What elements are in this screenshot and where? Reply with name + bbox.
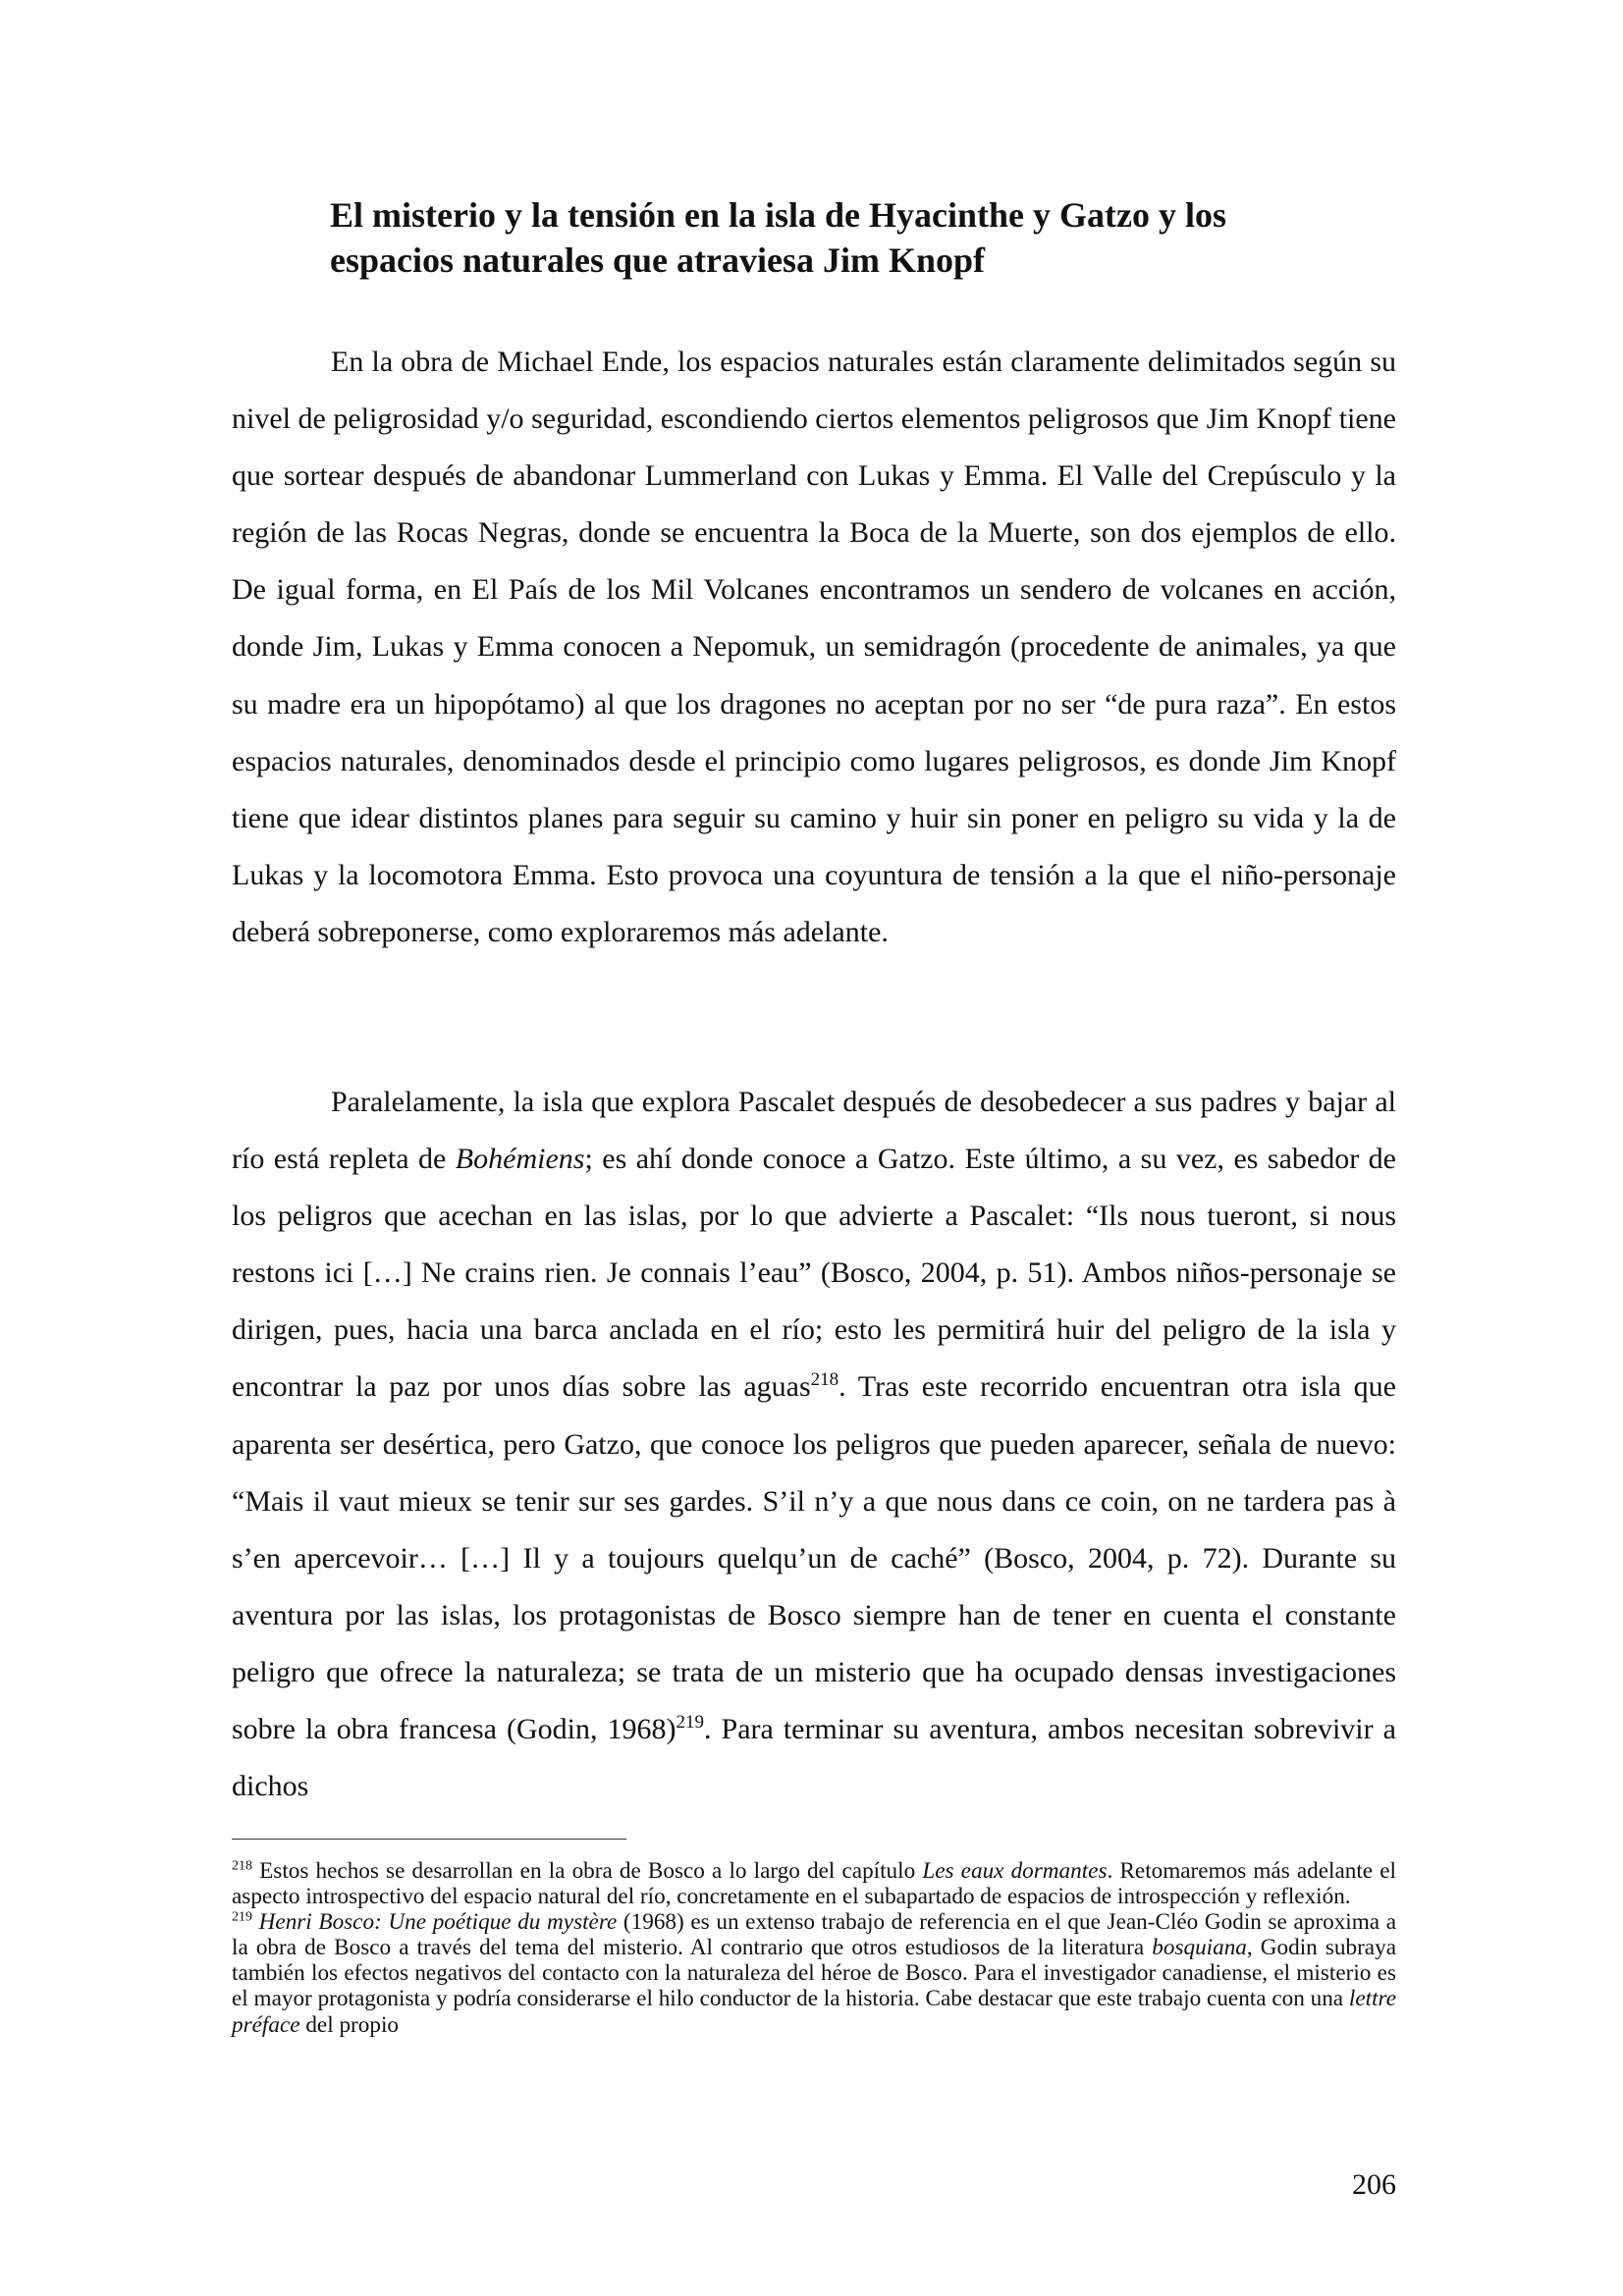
footnote-number-218: 218 [232,1858,252,1874]
footnote-219-text-a: (1968) es un extenso trabajo de referencia en el que Jean-Cléo Godin se aproxima a la obra de Bosco a través del tema del misterio. Al contrario que otros estudiosos de la literatura [232,1909,1396,1961]
footnote-separator [232,1839,626,1840]
section-heading [330,192,1312,283]
paragraph-2-text-part-2: ; es ahí donde conoce a Gatzo. Este último, a su vez, es sabedor de los peligros que acechan en las islas, por lo que advierte a Pascalet: “Ils nous tueront, si nous restons ici […] Ne crains rien. Je connais l’eau” (Bosco, 2004, p. 51). Ambos niños-personaje se dirigen, pues, hacia una barca anclada en el río; esto les permitirá huir del peligro de la isla y encontrar la paz por unos días sobre las aguas [232,1143,1396,1404]
footnote-218-text-b: . Retomaremos más adelante el aspecto introspectivo del espacio natural del río, concretamente en el subapartado de espacios de introspección y reflexión. [232,1858,1396,1910]
footnote-219-italic-title: Henri Bosco: Une poétique du mystère [258,1909,618,1936]
italic-term-bohemiens: Bohémiens [455,1143,585,1176]
footnote-219-italic-b: bosquiana [1152,1935,1247,1961]
footnote-218-italic: Les eaux dormantes [922,1858,1108,1884]
footnote-219-text-b: , Godin subraya también los efectos negativos del contacto con la naturaleza del héroe de Bosco. Para el investigador canadiense, el misterio es el mayor protagonista y podría considerarse el hilo conductor de la historia. Cabe destacar que este trabajo cuenta con una [232,1935,1396,2012]
footnote-218-text-a: Estos hechos se desarrollan en la obra de Bosco a lo largo del capítulo [252,1858,923,1884]
paragraph-2-text-part-4: . Para terminar su aventura, ambos necesitan sobrevivir a dichos [232,1713,1396,1803]
footnotes [232,1858,1396,2038]
paragraph-2 [232,1074,1396,1815]
footnote-ref-218[interactable]: 218 [810,1369,839,1391]
paragraph-2-text-part-1: Paralelamente, la isla que explora Pascalet después de desobedecer a sus padres y bajar al río está repleta de [232,1086,1396,1176]
paragraph-1 [232,334,1396,961]
footnote-219 [232,1909,1396,2037]
footnote-ref-219[interactable]: 219 [676,1712,704,1734]
page-number: 206 [1352,2168,1396,2201]
paragraph-2-text-part-3: . Tras este recorrido encuentran otra isla que aparenta ser desértica, pero Gatzo, que conoce los peligros que pueden aparecer, señala de nuevo: “Mais il vaut mieux se tenir sur ses gardes. S’il n’y a que nous dans ce coin, on ne tardera pas à s’en apercevoir… […] Il y a toujours quelqu’un de caché” (Bosco, 2004, p. 72). Durante su aventura por las islas, los protagonistas de Bosco siempre han de tener en cuenta el constante peligro que ofrece la naturaleza; se trata de un misterio que ha ocupado densas investigaciones sobre la obra francesa (Godin, 1968) [232,1370,1396,1746]
footnote-number-219: 219 [232,1909,252,1925]
footnote-218 [232,1858,1396,1909]
section-heading-line-2: espacios naturales que atraviesa Jim Knopf [330,240,986,280]
paragraph-1-text: En la obra de Michael Ende, los espacios naturales están claramente delimitados según su nivel de peligrosidad y/o seguridad, escondiendo ciertos elementos peligrosos que Jim Knopf tiene que sortear después de abandonar Lummerland con Lukas y Emma. El Valle del Crepúsculo y la región de las Rocas Negras, donde se encuentra la Boca de la Muerte, son dos ejemplos de ello. De igual forma, en El País de los Mil Volcanes encontramos un sendero de volcanes en acción, donde Jim, Lukas y Emma conocen a Nepomuk, un semidragón (procedente de animales, ya que su madre era un hipopótamo) al que los dragones no aceptan por no ser “de pura raza”. En estos espacios naturales, denominados desde el principio como lugares peligrosos, es donde Jim Knopf tiene que idear distintos planes para seguir su camino y huir sin poner en peligro su vida y la de Lukas y la locomotora Emma. Esto provoca una coyuntura de tensión a la que el niño-personaje deberá sobreponerse, como exploraremos más adelante. [232,346,1396,948]
footnote-219-text-c: del propio [299,2011,399,2038]
section-heading-line-1: El misterio y la tensión en la isla de Hyacinthe y Gatzo y los [330,195,1226,235]
footnote-219-italic-c: lettre préface [232,1986,1396,2038]
